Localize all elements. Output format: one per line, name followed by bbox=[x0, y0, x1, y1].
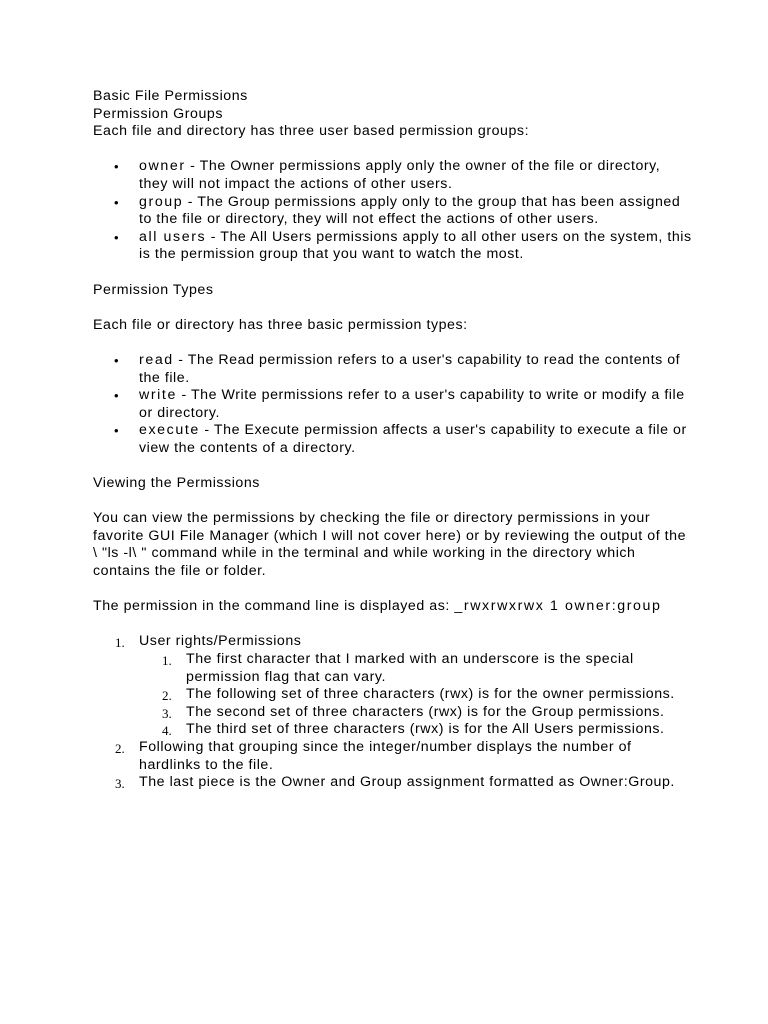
list-number: 2. bbox=[115, 740, 125, 756]
spacer bbox=[93, 457, 693, 475]
list-item bbox=[93, 194, 693, 229]
list-item bbox=[139, 721, 693, 739]
list-item bbox=[93, 158, 693, 193]
list-item bbox=[93, 422, 693, 457]
list-item-text: Following that grouping since the integer/number displays the number of hardlinks to the file. bbox=[139, 738, 632, 773]
list-item bbox=[93, 633, 693, 739]
list-item bbox=[93, 352, 693, 387]
permission-string: _rwxrwxrwx 1 owner:group bbox=[454, 598, 662, 615]
list-item-text: The third set of three characters (rwx) is for the All Users permissions. bbox=[186, 721, 665, 738]
term-all-users: all users bbox=[139, 228, 207, 245]
list-item-text: The following set of three characters (rwx) is for the owner permissions. bbox=[186, 686, 675, 703]
spacer bbox=[93, 141, 693, 159]
list-item-text: - The Write permissions refer to a user's capability to write or modify a file or directory. bbox=[139, 387, 685, 421]
list-item bbox=[93, 739, 693, 774]
permission-groups-list bbox=[93, 158, 693, 264]
list-item-text: The first character that I marked with an underscore is the special permission flag that can vary. bbox=[186, 651, 634, 685]
list-number: 4. bbox=[162, 723, 172, 739]
command-line-prefix: The permission in the command line is displayed as: bbox=[93, 598, 455, 615]
spacer bbox=[93, 493, 693, 511]
spacer bbox=[93, 264, 693, 282]
term-read: read bbox=[139, 351, 174, 368]
list-number: 2. bbox=[162, 688, 172, 704]
command-line-paragraph bbox=[93, 598, 693, 616]
list-item-text: - The All Users permissions apply to all other users on the system, this is the permission group that you want to watch the most. bbox=[139, 228, 692, 263]
document-title: Basic File Permissions bbox=[93, 88, 248, 104]
spacer bbox=[93, 581, 693, 599]
list-item-text: The last piece is the Owner and Group assignment formatted as Owner:Group. bbox=[139, 774, 675, 791]
list-item bbox=[93, 774, 693, 792]
term-execute: execute bbox=[139, 422, 200, 439]
list-item bbox=[139, 704, 693, 722]
list-item-text: - The Read permission refers to a user's capability to read the contents of the file. bbox=[139, 351, 681, 386]
list-item bbox=[139, 686, 693, 704]
rights-list bbox=[93, 633, 693, 791]
section-heading-permission-types: Permission Types bbox=[93, 281, 214, 298]
groups-intro: Each file and directory has three user based permission groups: bbox=[93, 123, 530, 140]
list-number: 3. bbox=[162, 705, 172, 721]
list-number: 1. bbox=[162, 653, 172, 668]
spacer bbox=[93, 299, 693, 317]
types-intro: Each file or directory has three basic permission types: bbox=[93, 316, 468, 333]
term-owner: owner bbox=[139, 158, 186, 175]
list-item-text: User rights/Permissions bbox=[139, 633, 302, 650]
permission-types-list bbox=[93, 352, 693, 458]
list-item-text: - The Owner permissions apply only the owner of the file or directory, they will not impact the actions of other users. bbox=[139, 158, 661, 192]
list-item bbox=[93, 229, 693, 264]
list-item bbox=[139, 651, 693, 686]
section-heading-permission-groups: Permission Groups bbox=[93, 105, 223, 122]
spacer bbox=[93, 616, 693, 634]
section-heading-viewing: Viewing the Permissions bbox=[93, 475, 260, 492]
term-write: write bbox=[139, 387, 177, 404]
list-item-text: The second set of three characters (rwx) is for the Group permissions. bbox=[186, 703, 665, 720]
list-number: 3. bbox=[115, 776, 125, 792]
list-item bbox=[93, 387, 693, 422]
viewing-paragraph: You can view the permissions by checking the file or directory permissions in your favorite GUI File Manager (which I will not cover here) or by reviewing the output of the \ "ls -l\ " command while in the terminal and while working in the directory which contains the file or folder. bbox=[93, 510, 687, 580]
rights-sublist bbox=[139, 651, 693, 739]
list-number: 1. bbox=[115, 635, 125, 651]
term-group: group bbox=[139, 193, 184, 210]
list-item-text: - The Group permissions apply only to the group that has been assigned to the file or directory, they will not effect the actions of other users. bbox=[139, 193, 681, 228]
document-body bbox=[93, 88, 693, 792]
list-item-text: - The Execute permission affects a user's capability to execute a file or view the contents of a directory. bbox=[139, 422, 687, 456]
spacer bbox=[93, 334, 693, 352]
